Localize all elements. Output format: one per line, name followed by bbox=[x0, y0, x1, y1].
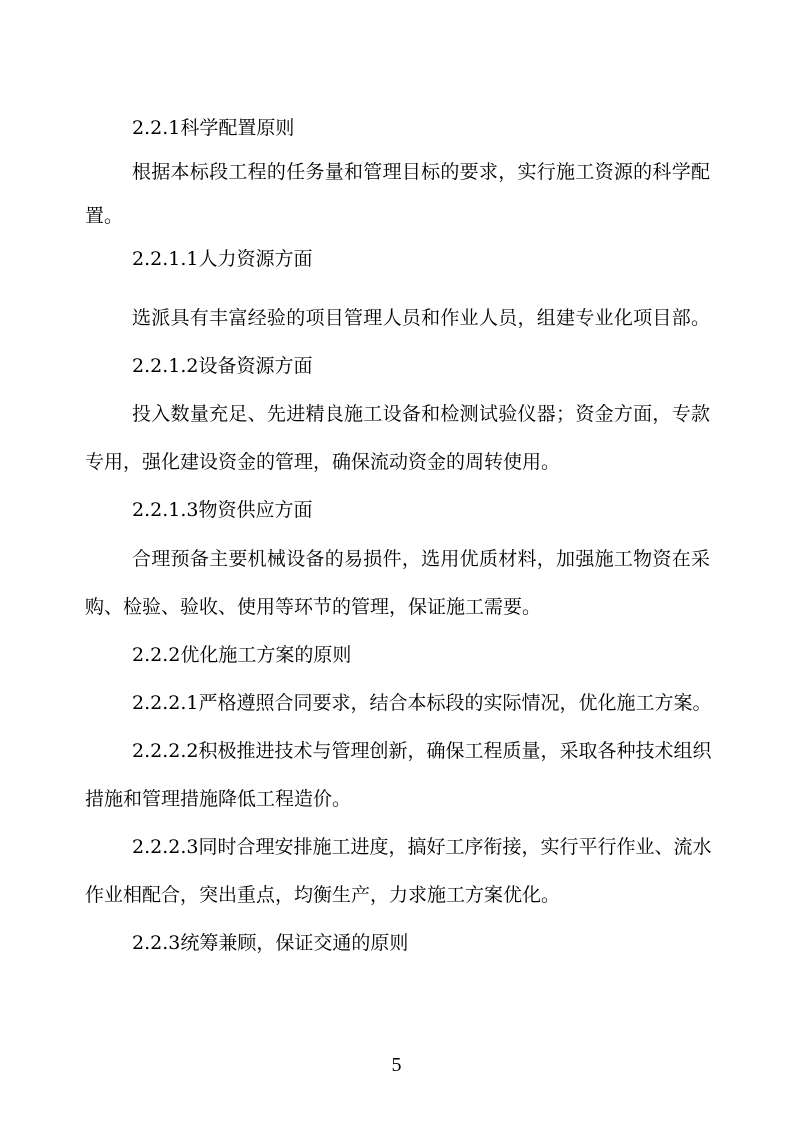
paragraph-line: 措施和管理措施降低工程造价。 bbox=[85, 788, 352, 810]
heading-2-2-1-2: 2.2.1.2设备资源方面 bbox=[132, 355, 313, 377]
heading-2-2-3: 2.2.3统筹兼顾，保证交通的原则 bbox=[132, 932, 409, 954]
heading-2-2-1-1: 2.2.1.1人力资源方面 bbox=[132, 248, 313, 270]
paragraph-line: 2.2.2.1严格遵照合同要求，结合本标段的实际情况，优化施工方案。 bbox=[132, 692, 712, 714]
paragraph-line: 专用，强化建设资金的管理，确保流动资金的周转使用。 bbox=[85, 451, 561, 473]
paragraph-line: 置。 bbox=[85, 205, 124, 227]
paragraph-line: 2.2.2.2积极推进技术与管理创新，确保工程质量，采取各种技术组织 bbox=[132, 740, 712, 762]
paragraph-line: 合理预备主要机械设备的易损件，选用优质材料，加强施工物资在采 bbox=[132, 548, 710, 570]
paragraph-line: 购、检验、验收、使用等环节的管理，保证施工需要。 bbox=[85, 596, 542, 618]
paragraph-line: 投入数量充足、先进精良施工设备和检测试验仪器；资金方面，专款 bbox=[132, 403, 710, 425]
paragraph-line: 选派具有丰富经验的项目管理人员和作业人员，组建专业化项目部。 bbox=[132, 307, 710, 329]
paragraph-line: 根据本标段工程的任务量和管理目标的要求，实行施工资源的科学配 bbox=[132, 161, 710, 183]
paragraph-line: 作业相配合，突出重点，均衡生产，力求施工方案优化。 bbox=[85, 884, 561, 906]
page-number: 5 bbox=[391, 1054, 402, 1076]
heading-2-2-2: 2.2.2优化施工方案的原则 bbox=[132, 644, 352, 666]
heading-2-2-1: 2.2.1科学配置原则 bbox=[132, 117, 295, 139]
heading-2-2-1-3: 2.2.1.3物资供应方面 bbox=[132, 499, 313, 521]
paragraph-line: 2.2.2.3同时合理安排施工进度，搞好工序衔接，实行平行作业、流水 bbox=[132, 836, 712, 858]
